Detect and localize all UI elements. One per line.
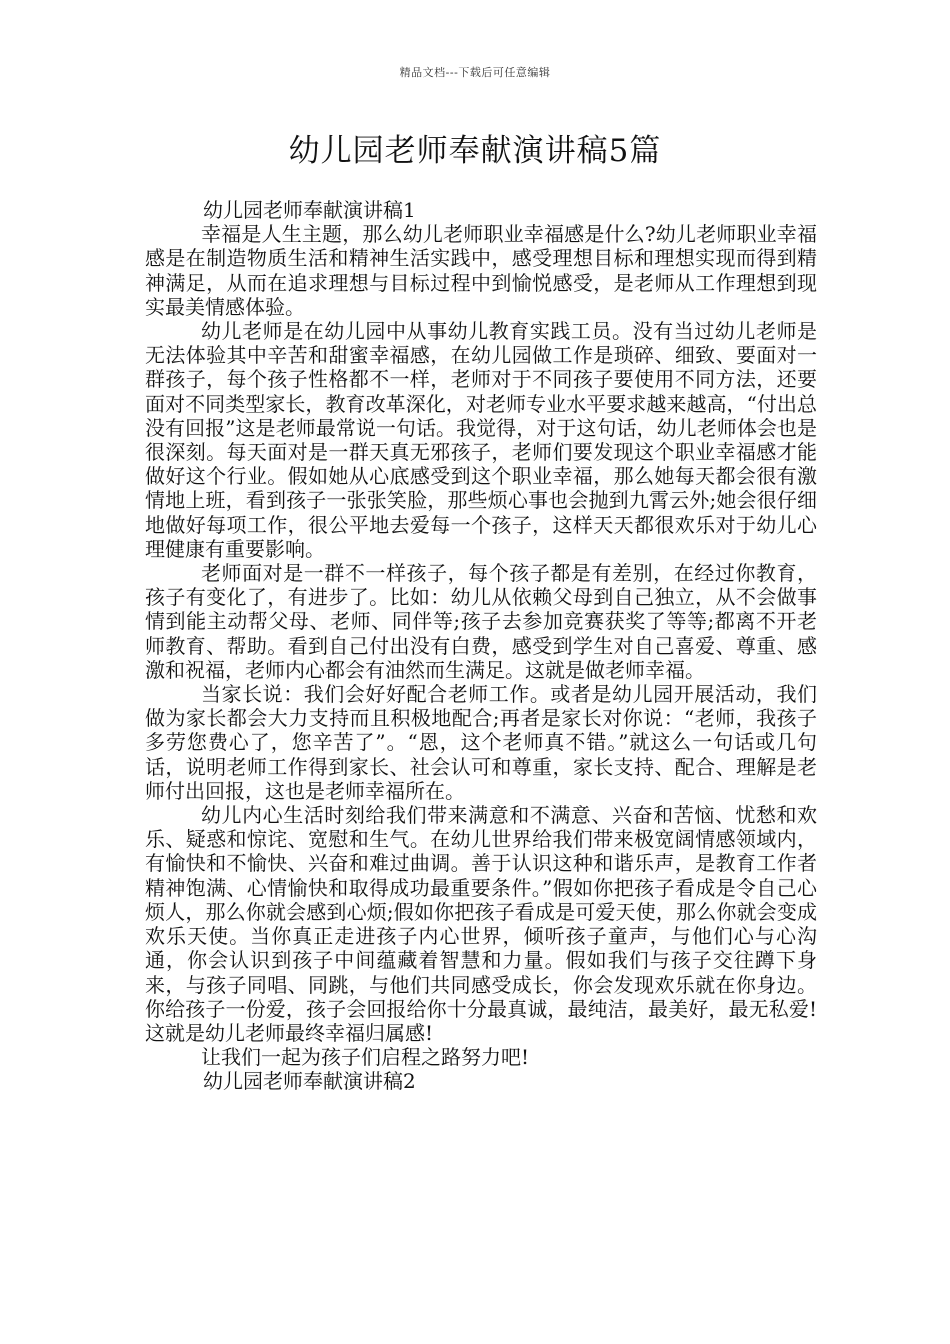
paragraph: 幸福是人生主题，那么幼儿老师职业幸福感是什么?幼儿老师职业幸福感是在制造物质生活和精神生活实践中，感受理想目标和理想实现而得到精神满足，从而在追求理想与目标过程中到愉悦感受，是老师从工作理想到现实最美情感体验。 bbox=[145, 222, 817, 319]
document-title: 幼儿园老师奉献演讲稿5篇 bbox=[288, 133, 662, 169]
paragraph: 老师面对是一群不一样孩子，每个孩子都是有差别，在经过你教育，孩子有变化了，有进步了。比如：幼儿从依赖父母到自己独立，从不会做事情到能主动帮父母、老师、同伴等;孩子去参加竞赛获奖了等等;都离不开老师教育、帮助。看到自己付出没有白费，感受到学生对自己喜爱、尊重、感激和祝福，老师内心都会有油然而生满足。这就是做老师幸福。 bbox=[145, 561, 817, 682]
paragraph: 幼儿内心生活时刻给我们带来满意和不满意、兴奋和苦恼、忧愁和欢乐、疑惑和惊诧、宽慰和生气。在幼儿世界给我们带来极宽阔情感领域内，有愉快和不愉快、兴奋和难过曲调。善于认识这种和谐乐声，是教育工作者精神饱满、心情愉快和取得成功最重要条件。”假如你把孩子看成是令自己心烦人，那么你就会感到心烦;假如你把孩子看成是可爱天使，那么你就会变成欢乐天使。当你真正走进孩子内心世界，倾听孩子童声，与他们心与心沟通，你会认识到孩子中间蕴藏着智慧和力量。假如我们与孩子交往蹲下身来，与孩子同唱、同跳，与他们共同感受成长，你会发现欢乐就在你身边。你给孩子一份爱，孩子会回报给你十分最真诚，最纯洁，最美好，最无私爱!这就是幼儿老师最终幸福归属感! bbox=[145, 803, 817, 1045]
running-header: 精品文档---下载后可任意编辑 bbox=[399, 66, 551, 79]
paragraph: 当家长说：我们会好好配合老师工作。或者是幼儿园开展活动，我们做为家长都会大力支持而且积极地配合;再者是家长对你说：“老师，我孩子多劳您费心了，您辛苦了”。“恩，这个老师真不错。”就这么一句话或几句话，说明老师工作得到家长、社会认可和尊重，家长支持、配合、理解是老师付出回报，这也是老师幸福所在。 bbox=[145, 682, 817, 803]
paragraph: 幼儿老师是在幼儿园中从事幼儿教育实践工员。没有当过幼儿老师是无法体验其中辛苦和甜蜜幸福感，在幼儿园做工作是琐碎、细致、要面对一群孩子，每个孩子性格都不一样，老师对于不同孩子要使用不同方法，还要面对不同类型家长，教育改革深化，对老师专业水平要求越来越高，“付出总没有回报”这是老师最常说一句话。我觉得，对于这句话，幼儿老师体会也是很深刻。每天面对是一群天真无邪孩子，老师们要发现这个职业幸福感才能做好这个行业。假如她从心底感受到这个职业幸福，那么她每天都会很有激情地上班，看到孩子一张张笑脸，那些烦心事也会抛到九霄云外;她会很仔细地做好每项工作，很公平地去爱每一个孩子，这样天天都很欢乐对于幼儿心理健康有重要影响。 bbox=[145, 319, 817, 561]
closing-line: 让我们一起为孩子们启程之路努力吧! bbox=[201, 1045, 530, 1070]
section-heading-2: 幼儿园老师奉献演讲稿2 bbox=[203, 1069, 416, 1094]
document-body bbox=[145, 198, 817, 1094]
section-heading-1: 幼儿园老师奉献演讲稿1 bbox=[203, 198, 416, 222]
